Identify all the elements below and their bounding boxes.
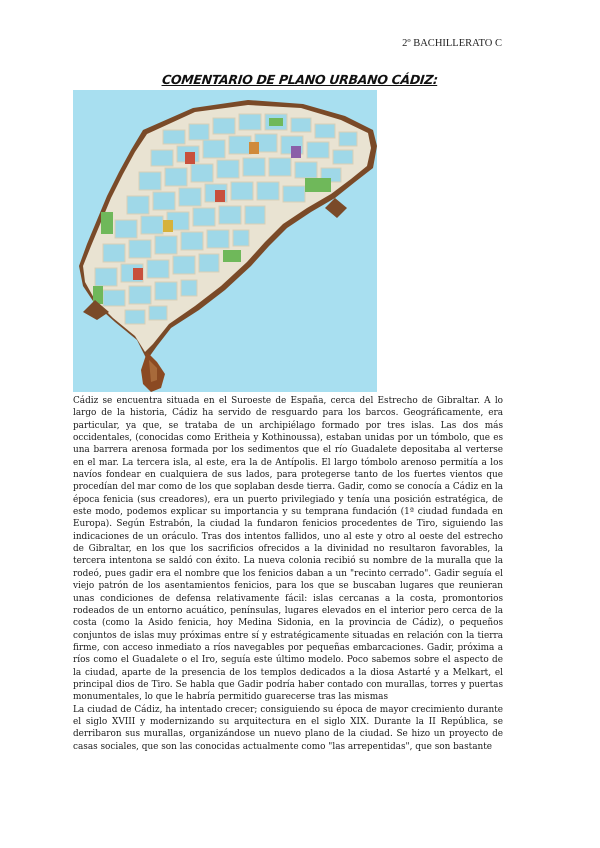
course-label: 2º BACHILLERATO C — [402, 38, 502, 49]
document-title: COMENTARIO DE PLANO URBANO CÁDIZ: — [161, 72, 439, 87]
body-text — [73, 395, 503, 753]
city-map-image — [73, 90, 377, 392]
paragraph: La ciudad de Cádiz, ha intentado crecer; consiguiendo su época de mayor crecimiento durante el siglo XVIII y modernizando su arquitectura en el siglo XIX. Durante la II República, se derribaron sus murallas, organizándose un nuevo plano de la ciudad. Se hizo un proyecto de casas sociales, que son las conocidas actualmente como "las arrepentidas", que son bastante — [73, 704, 503, 752]
paragraph: Cádiz se encuentra situada en el Suroeste de España, cerca del Estrecho de Gibraltar. A lo largo de la historia, Cádiz ha servido de resguardo para los barcos. Geográficamente, era particular, ya que, se trataba de un archipiélago formado por tres islas. Las dos más occidentales, (conocidas como Eritheia y Kothinoussa), estaban unidas por un tómbolo, que es una barrera arenosa formada por los sedimentos que el río Guadalete depositaba al verterse en el mar. La tercera isla, al este, era la de Antípolis. El largo tómbolo arenoso permitía a los navíos fondear en cualquiera de sus lados, para protegerse tanto de los fuertes vientos que procedían del mar como de los que soplaban desde tierra. Gadir, como se conocía a Cádiz en la época fenicia (sus creadores), era un puerto privilegiado y tenía una posición estratégica, de este modo, podemos explicar su importancia y su temprana fundación (1ª ciudad fundada en Europa). Según Estrabón, la ciudad la fundaron fenicios procedentes de Tiro, siguiendo las indicaciones de un oráculo. Tras dos intentos fallidos, uno al este y otro al oeste del estrecho de Gibraltar, en los que los sacrificios ofrecidos a la divinidad no resultaron favorables, la tercera intentona se saldó con éxito. La nueva colonia recibió su nombre de la muralla que la rodeó, pues gadir era el nombre que los fenicios daban a un "recinto cerrado". Gadir seguía el viejo patrón de los asentamientos fenicios, para los que se buscaban lugares que reunieran unas condiciones de defensa relativamente fácil: islas cercanas a la costa, promontorios rodeados de un entorno acuático, penínsulas, lugares elevados en el interior pero cerca de la costa (como la Asido fenicia, hoy Medina Sidonia, en la provincia de Cádiz), o pequeños conjuntos de islas muy próximas entre sí y estratégicamente situadas en relación con la tierra firme, con acceso inmediato a ríos navegables por pequeñas embarcaciones. Gadir, próxima a ríos como el Guadalete o el Iro, seguía este último modelo. Poco sabemos sobre el aspecto de la ciudad, aparte de la presencia de los templos dedicados a la diosa Astarté y a Melkart, el principal dios de Tiro. Se habla que Gadir podría haber contado con murallas, torres y puertas monumentales, lo que le habría permitido guarecerse tras las mismas — [73, 396, 503, 703]
